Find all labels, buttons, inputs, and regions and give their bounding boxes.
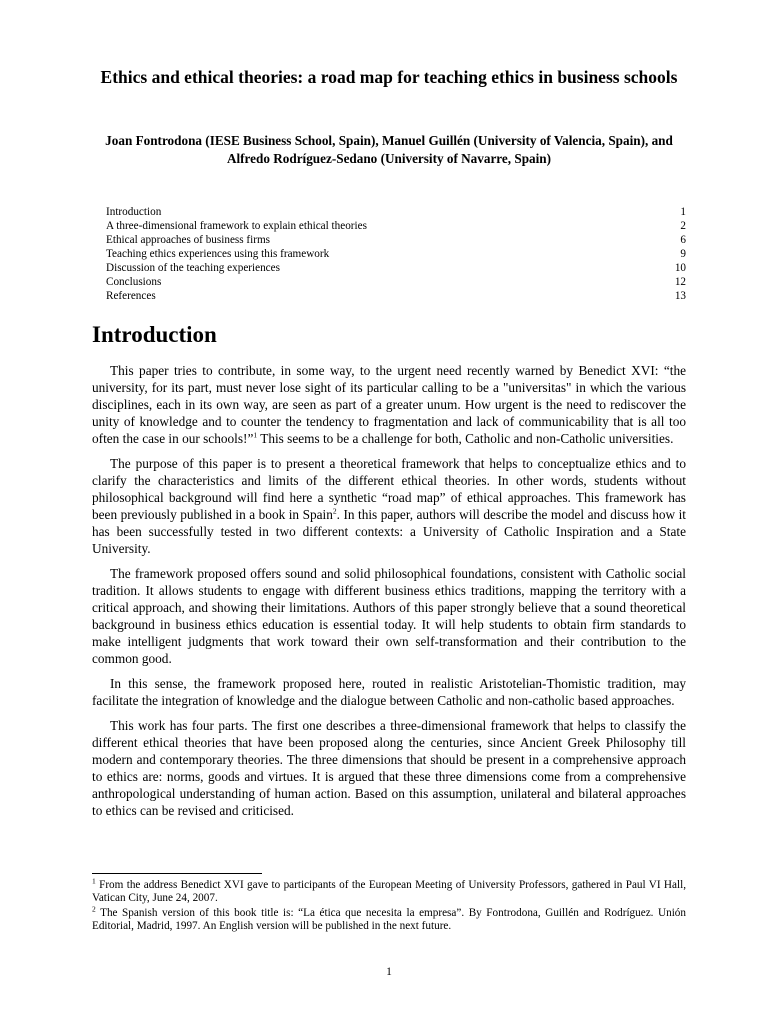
paper-title: Ethics and ethical theories: a road map for teaching ethics in business schools bbox=[100, 67, 678, 87]
footnotes bbox=[92, 876, 686, 935]
toc-entry[interactable]: Teaching ethics experiences using this framework 9 bbox=[106, 248, 686, 260]
paragraph: This paper tries to contribute, in some way, to the urgent need recently warned by Benedict XVI: “the university, for its part, must never lose sight of its particular calling to be a "universitas" in which the various disciplines, each in its own way, are seen as part of a greater unum. How urgent is the need to rediscover the unity of knowledge and to counter the tendency to fragmentation and lack of communicability that is all too often the case in our schools!”$^1$ This seems to be a challenge for both, Catholic and non-Catholic universities. bbox=[92, 363, 686, 446]
paragraph: The purpose of this paper is to present a theoretical framework that helps to conceptualize ethics and to clarify the characteristics and limits of the different ethical theories. In other words, students without philosophical background will find here a synthetic “road map” of ethical approaches. This framework has been previously published in a book in Spain$^2$. In this paper, authors will describe the model and discuss how it has been successfully tested in two different contexts: a University of Catholic Inspiration and a State University. bbox=[92, 456, 686, 556]
paragraph: The framework proposed offers sound and solid philosophical foundations, consistent with Catholic social tradition. It allows students to engage with different business ethics traditions, mapping the territory with a critical approach, and showing their limitations. Authors of this paper strongly believe that a sound theoretical background in business ethics education is essential today. It will help students to obtain firm standards to make intelligent judgments that work toward their own self-transformation and their contribution to the common good. bbox=[92, 566, 686, 666]
footnote-ref[interactable]: 2 bbox=[332, 506, 337, 516]
footnote-mark: 2 bbox=[92, 904, 96, 914]
toc-entry[interactable]: Conclusions 12 bbox=[106, 276, 686, 288]
toc-entry[interactable]: Discussion of the teaching experiences 10 bbox=[106, 262, 686, 274]
footnote-mark: 1 bbox=[92, 876, 96, 886]
toc-entry[interactable]: Ethical approaches of business firms 6 bbox=[106, 234, 686, 246]
toc-entry[interactable]: Introduction 1 bbox=[106, 206, 686, 218]
body-text bbox=[92, 362, 686, 827]
table-of-contents bbox=[106, 205, 686, 303]
paragraph: In this sense, the framework proposed here, routed in realistic Aristotelian-Thomistic tradition, may facilitate the integration of knowledge and the dialogue between Catholic and non-catholic based approaches. bbox=[92, 676, 686, 708]
page-number: 1 bbox=[386, 966, 392, 978]
paragraph: This work has four parts. The first one describes a three-dimensional framework that helps to classify the different ethical theories that have been proposed along the centuries, since Ancient Greek Philosophy till modern and contemporary theories. The three dimensions that should be present in a comprehensive approach to ethics are: norms, goods and virtues. It is argued that these three dimensions come from a comprehensive anthropological understanding of human action. Based on this assumption, unilateral and bilateral approaches to ethics can be revised and criticised. bbox=[92, 718, 686, 818]
toc-entry[interactable]: References 13 bbox=[106, 290, 686, 302]
toc-entry[interactable]: A three-dimensional framework to explain ethical theories 2 bbox=[106, 220, 686, 232]
footnote: $^1$ From the address Benedict XVI gave to participants of the European Meeting of University Professors, gathered in Paul VI Hall, Vatican City, June 24, 2007. bbox=[92, 876, 686, 904]
footnote-divider bbox=[92, 873, 262, 874]
footnote: $^2$ The Spanish version of this book title is: “La ética que necesita la empresa”. By Fontrodona, Guillén and Rodríguez. Unión Editorial, Madrid, 1997. An English version will be published in the next future. bbox=[92, 904, 686, 932]
footnote-ref[interactable]: 1 bbox=[253, 430, 258, 440]
paper-authors: Joan Fontrodona (IESE Business School, Spain), Manuel Guillén (University of Valencia, Spain), and Alfredo Rodríguez-Sedano (University of Navarre, Spain) bbox=[105, 133, 673, 166]
document-page bbox=[92, 0, 686, 1024]
section-heading: Introduction bbox=[92, 322, 217, 347]
